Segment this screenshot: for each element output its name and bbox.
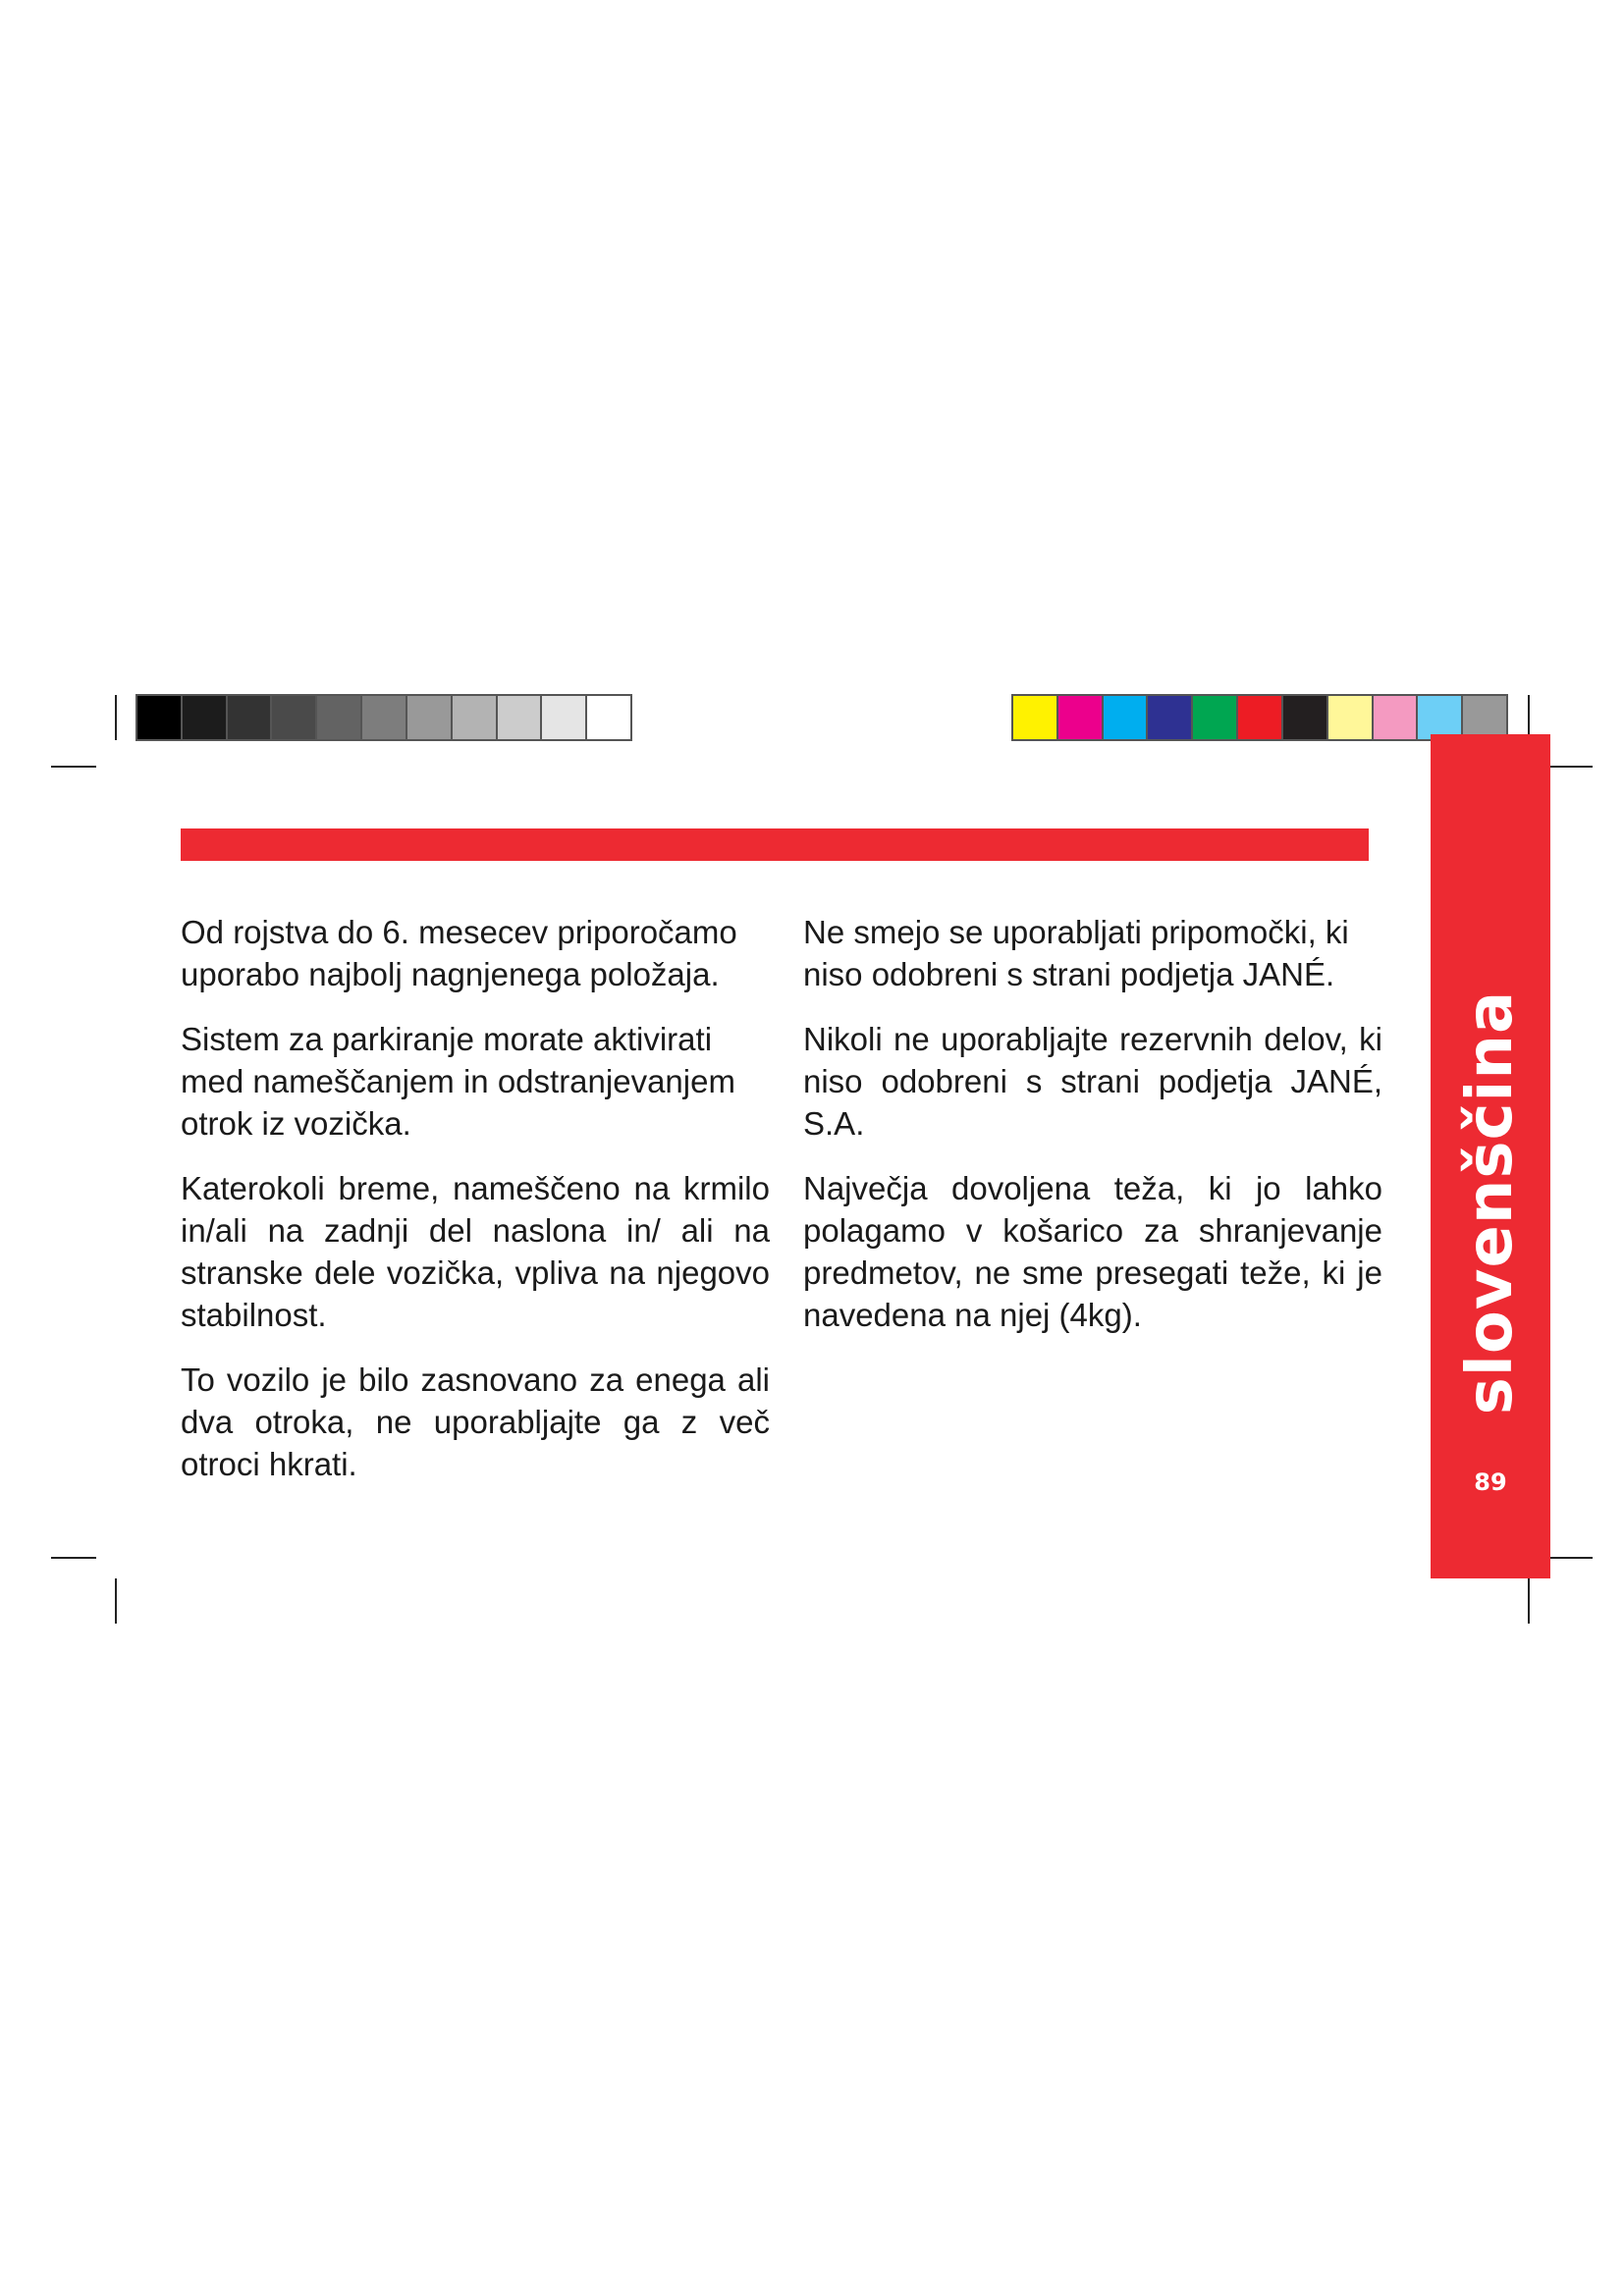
gray-swatch: [453, 696, 498, 739]
paragraph: Od rojstva do 6. mesecev priporočamo uporabo najbolj nagnjenega položaja.: [181, 914, 737, 992]
color-swatch: [1328, 696, 1374, 739]
header-red-bar: [181, 828, 1369, 861]
crop-mark: [115, 695, 117, 740]
page-number: 89: [1474, 1468, 1507, 1496]
paragraph: To vozilo je bilo zasnovano za enega ali dva otroka, ne uporabljajte ga z več otroci hkrati.: [181, 1362, 770, 1482]
right-text-column: [803, 911, 1382, 1359]
gray-calibration-strip: [135, 694, 632, 741]
color-swatch: [1374, 696, 1419, 739]
gray-swatch: [362, 696, 407, 739]
paragraph: Nikoli ne uporabljajte rezervnih delov, ki niso odobreni s strani podjetja JANÉ, S.A.: [803, 1021, 1382, 1142]
left-text-column: [181, 911, 770, 1508]
crop-mark: [1528, 1578, 1530, 1624]
paragraph: Največja dovoljena teža, ki jo lahko polagamo v košarico za shranjevanje predmetov, ne sme presegati teže, ki je navedena na njej (4kg).: [803, 1170, 1382, 1333]
color-swatch: [1238, 696, 1283, 739]
color-swatch: [1283, 696, 1328, 739]
gray-swatch: [137, 696, 183, 739]
color-swatch: [1104, 696, 1149, 739]
paragraph: Ne smejo se uporabljati pripomočki, ki niso odobreni s strani podjetja JANÉ.: [803, 914, 1349, 992]
gray-swatch: [317, 696, 362, 739]
color-swatch: [1418, 696, 1463, 739]
paragraph: Katerokoli breme, nameščeno na krmilo in/ali na zadnji del naslona in/ ali na stranske dele vozička, vpliva na njegovo stabilnost.: [181, 1170, 770, 1333]
color-swatch: [1193, 696, 1238, 739]
crop-mark: [51, 766, 96, 768]
crop-mark: [51, 1557, 96, 1559]
gray-swatch: [587, 696, 630, 739]
crop-mark: [115, 1578, 117, 1624]
color-swatch: [1058, 696, 1104, 739]
gray-swatch: [228, 696, 273, 739]
crop-mark: [1547, 1557, 1593, 1559]
color-swatch: [1148, 696, 1193, 739]
color-swatch: [1463, 696, 1506, 739]
crop-mark: [1547, 766, 1593, 768]
paragraph: Sistem za parkiranje morate aktivirati med nameščanjem in odstranjevanjem otrok iz vozička.: [181, 1021, 735, 1142]
gray-swatch: [183, 696, 228, 739]
gray-swatch: [542, 696, 587, 739]
gray-swatch: [272, 696, 317, 739]
gray-swatch: [498, 696, 543, 739]
language-title: slovenščina: [1454, 989, 1527, 1415]
color-swatch: [1013, 696, 1058, 739]
gray-swatch: [407, 696, 453, 739]
